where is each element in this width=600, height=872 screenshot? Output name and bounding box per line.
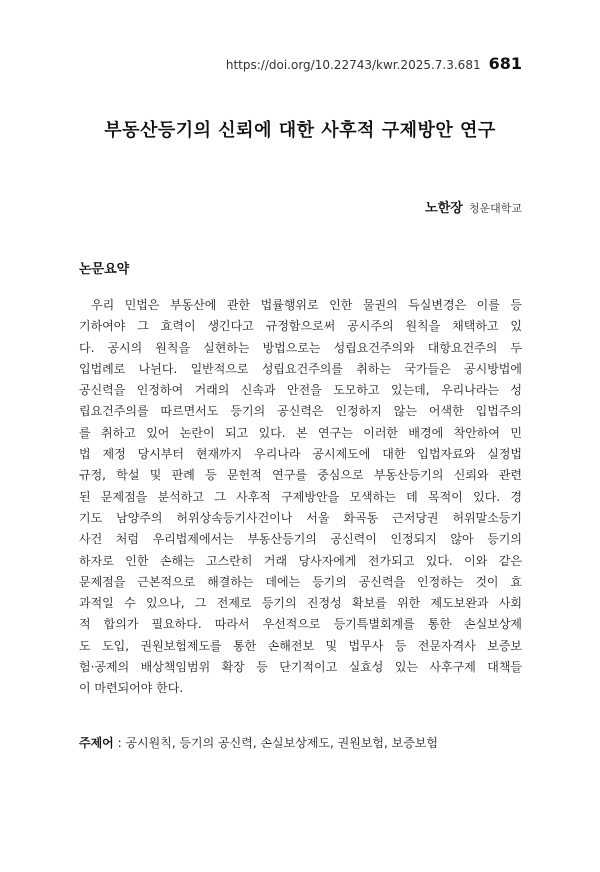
abstract-line: 를 취하고 있어 논란이 되고 있다. 본 연구는 이러한 배경에 착안하여 민 [79,425,522,440]
abstract-line: 과적일 수 있으나, 그 전제로 등기의 진정성 확보를 위한 제도보완과 사회 [79,596,522,611]
keywords-line [79,734,438,751]
abstract-line: 험·공제의 배상책임범위 확장 등 단기적이고 실효성 있는 사후구제 대책들 [79,660,522,675]
abstract-line: 규정, 학설 및 판례 등 문헌적 연구를 중심으로 부동산등기의 신뢰와 관련 [79,468,522,483]
abstract-line: 법 제정 당시부터 현재까지 우리나라 공시제도에 대한 입법자료와 실정법 [79,447,522,462]
page-number: 681 [488,54,522,73]
abstract-line: 도 도입, 권원보험제도를 통한 손해전보 및 법무사 등 전문자격사 보증보 [79,638,522,653]
abstract-heading: 논문요약 [79,262,130,277]
abstract-line: 된 문제점을 분석하고 그 사후적 구제방안을 모색하는 데 목적이 있다. 경 [79,489,522,504]
abstract-line: 하자로 인한 손해는 고스란히 거래 당사자에게 전가되고 있다. 이와 같은 [79,553,522,568]
abstract-line: 적 합의가 필요하다. 따라서 우선적으로 등기특별회계를 통한 손실보상제 [79,617,522,632]
author-block [425,197,522,216]
abstract-line: 기하여야 그 효력이 생긴다고 규정함으로써 공시주의 원칙을 채택하고 있 [79,319,522,334]
author-affiliation: 청운대학교 [468,202,522,215]
author-name: 노한장 [425,201,463,216]
abstract-line: 립요건주의를 따르면서도 등기의 공신력은 인정하지 않는 어색한 입법주의 [79,404,522,419]
abstract-line: 사건 처럼 우리법제에서는 부동산등기의 공신력이 인정되지 않아 등기의 [79,532,522,547]
page-header [226,54,522,73]
abstract-line: 공신력을 인정하여 거래의 신속과 안전을 도모하고 있는데, 우리나라는 성 [79,383,522,398]
abstract-line: 문제점을 근본적으로 해결하는 데에는 등기의 공신력을 인정하는 것이 효 [79,574,522,589]
abstract-line: 기도 남양주의 허위상속등기사건이나 서울 화곡동 근저당권 허위말소등기 [79,510,522,525]
keywords-label: 주제어 [79,736,114,750]
paper-title: 부동산등기의 신뢰에 대한 사후적 구제방안 연구 [104,120,496,141]
keywords-text: 공시원칙, 등기의 공신력, 손실보상제도, 권원보험, 보증보험 [125,736,438,750]
abstract-body [79,295,522,700]
abstract-line: 다. 공시의 원칙을 실현하는 방법으로는 성립요건주의와 대항요건주의 두 [79,340,522,355]
abstract-line: 우리 민법은 부동산에 관한 법률행위로 인한 물권의 득실변경은 이를 등 [91,298,522,312]
abstract-line: 이 마련되어야 한다. [79,681,184,696]
doi-link[interactable]: https://doi.org/10.22743/kwr.2025.7.3.681 [225,58,481,72]
abstract-line: 입법례로 나뉜다. 일반적으로 성립요건주의를 취하는 국가들은 공시방법에 [79,361,522,376]
keywords-separator: : [113,736,126,750]
